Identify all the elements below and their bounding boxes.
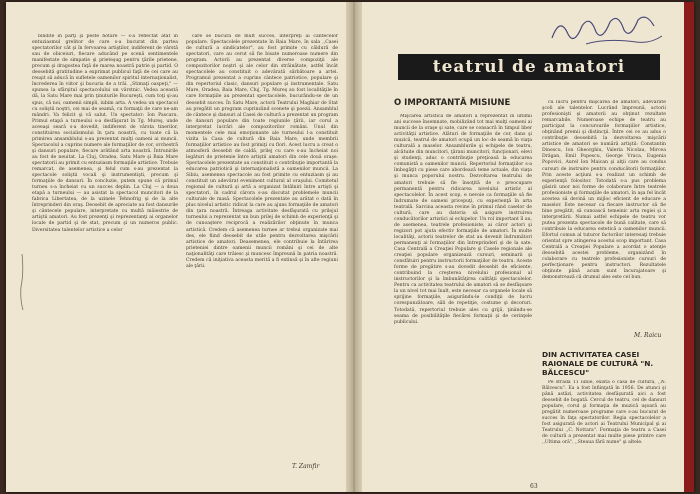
- spine-binding: [346, 2, 362, 492]
- left-col2-text: care se bucură de mult succes, interpreţi ai cântecelor populare. Spectacolele prezentate în Baia Mare, în sala ,,Casei de cultură a sindicatelor", au fost primite cu căldură de spectatori, care au cerut să fie bisate numeroase numere din program. Actorii au prezentat diverse compoziţii ale compozitorilor noştri şi ale celor din străinătate, astfel încât spectacolele au constituit o adevărată sărbătoare a artei. Programul prezentat a cuprins cântece patriotice, populare şi din repertoriul clasic, dansuri populare şi instrumentale. Satu Mare, Oradea, Baia Mare, Cluj, Tg. Mureş au fost localităţile în care formaţiile au prezentat spectacolele, bucurându-se de un deosebit succes. În Satu Mare, actorii Teatrului Maghiar de Stat au pregătit un program cuprinzând scenete şi poezii. Ansamblul de cântece şi dansuri al Casei de cultură a prezentat un program de dansuri populare din toate regiunile ţării, iar corul a interpretat lucrări ale compozitorilor români. Unul din momentele cele mai emoţionante ale turneului l-a constituit vizita la Casa de cultură din Baia Mare, unde membrii formaţiilor artistice au fost primiţi cu flori. Acest lucru a creat o atmosferă deosebit de caldă, prilej cu care s-au încheiat noi legături de prietenie între artiştii amatori din cele două oraşe. Spectacolele prezentate au constituit o contribuţie importantă la educarea patriotică şi internaţionalistă a oamenilor muncii. La Sibiu, asemenea spectacole au fost primite cu entuziasm şi au constituit un adevărat eveniment cultural al oraşului. Comitetul regional de cultură şi artă a organizat întâlniri între artişti şi spectatori, în cadrul cărora s-au discutat problemele muncii culturale de masă. Spectacolele prezentate au arătat o dată în plus nivelul artistic ridicat la care au ajuns formaţiile de amatori din ţara noastră. Întreaga activitate desfăşurată cu prilejul turneului a reprezentat un bun prilej de schimb de experienţă şi de cunoaştere reciprocă a realizărilor obţinute în munca artistică. Credem că asemenea turnee ar trebui organizate mai des, ele fiind deosebit de utile pentru dezvoltarea mişcării artistice de amatori. Deasemenea, ele contribuie la întărirea prieteniei dintre oamenii muncii români şi cei de alte naţionalităţi care trăiesc şi muncesc împreună în patria noastră. Credem că iniţiativa aceasta merită a fi extinsă şi în alte regiuni ale ţării.: [186, 34, 338, 269]
- right-signature: M. Raicu: [634, 332, 662, 339]
- right-page-column-1: [394, 114, 532, 479]
- right-page-column-2: [542, 100, 666, 328]
- red-cover-edge: [684, 2, 694, 492]
- left-col1-text: bindite în parţi şi peste hotare — s-a reflectat atât în entuziasmul grelitor de care s-a bucurat din partea spectatorilor cât şi în fervoarea artiştilor, indiferent de vârstă sau de obiceiuri, fiecare aducând pe scenă sentimentele manifestate de simpatie şi prieteşug pentru ţările prietene, precum şi dragostea faţă de marea noastră patrie şi partid. O deosebită gratitudine a exprimat publicul faţă de cei care au reuşit să aducă în sufletele oamenilor spiritul internaţionalist, încrederea în viitor şi bucuria de a trăi. „Stimaţi oaspeţi," — spunea la sfârşitul spectacolului un vârstnic. Vedea această dă, la Satu Mare mai prin ţinuturile Bucureşti, cum toţi şi-au spus, că noi, oamenii simpli, iubim arta. A vedea un spectacol cu soliştii noştri, cei mai de seamă, cu formaţii de care ne-am mândri. Va felicit şi vă salut. Un spectator: Ion Pascaru. Primul etapă a turneului s-a desfăşurat în Tg. Mureş, unde aceeaşi seară s-a dovedit, indiferent de vârsta tinerilor, constituirea socialismului în ţara noastră, cu toate că la primirea ansamblului s-au prezentat mulţi oameni ai muncii. Spectacolul a cuprins numere ale formaţiilor de cor, orchestră şi dansuri populare, fiecare arătând arta noastră. Întrunirile au fost de neuitat. La Cluj, Oradea, Satu Mare şi Baia Mare spectatorii au primit cu entuziasm formaţiile artistice. Trebuie remarcat, de asemenea, şi felul cum s-au prezentat la spectacole soliştii vocali şi instrumentişti, precum şi formaţiile de dansuri. În concluzie, putem spune că primul turneu s-a încheiat cu un succes deplin. La Cluj — a doua etapă a turneului — au asistat la spectacol muncitori de la fabrica Libertatea, de la uzinele Tehnofrig şi de la alte întreprinderi din oraş. Deosebit de apreciate au fost dansurile şi cântecele populare, interpretate cu multă măiestrie de artiştii amatori. Au fost prezenţi şi reprezentanţi ai organelor locale de partid şi de stat, precum şi un numeros public. Diversitatea talentelor artistice a celor: [32, 34, 178, 233]
- right-col2-text: cu lucru pentru mişcarea de amatori, adevărate şcoli ale talentelor. Lucrând împreună, actorii profesionişti şi amatorii au obţinut rezultate remarcabile. Numeroase echipe de teatru au participat la concursurile formaţiilor artistice, obţinând premii şi distincţii. Între cei ce au adus o contribuţie deosebită la dezvoltarea mişcării artistice de amatori se numără artiştii: Constantin Dinescu, Ion Gheorghiu, Valeria Nicolau, Mircea Drăgan, Emil Popescu, George Vraca, Eugenia Popovici, Aurel Ion Maican şi alţii care au condus cursuri de instruire pentru conducătorii formaţiilor. Prin aceste acţiuni s-a realizat un schimb de experienţă folositor. Totodată s-a pus problema găsirii unor noi forme de colaborare între teatrele profesioniste şi formaţiile de amatori, în aşa fel încât acestea să devină un mijloc eficient de educare a maselor. Este necesar ca fiecare instructor să fie bine pregătit, să cunoască temeinic arta regiei şi a interpretării. Numai astfel echipele de teatru vor putea prezenta spectacole de bună calitate, care să contribuie la educarea estetică a oamenilor muncii. Efortul comun al tuturor factorilor interesaţi trebuie orientat spre atingerea acestui scop important. Casa Centrală a Creaţiei Populare a acordat o atenţie deosebită acestei probleme, organizând în colaborare cu teatrele profesioniste cursuri de perfecţionare pentru instructori. Rezultatele obţinute până acum sunt încurajatoare şi demonstrează că drumul ales este cel bun.: [542, 100, 666, 281]
- section-banner: [398, 54, 660, 80]
- article2-text-block: [542, 380, 666, 484]
- left-signature: T. Zamfir: [292, 463, 320, 470]
- pencil-margin-mark: [18, 252, 26, 312]
- handwritten-note: [546, 8, 666, 52]
- magazine-spread: [6, 2, 694, 492]
- right-col1-text: Mişcarea artistică de amatori a reprezentat în ultimii ani succese însemnate, mobilizând tot mai mulţi oameni ai muncii de la oraşe şi sate, care se consacră în timpul liber activităţii artistice. Alături de formaţiile de cor, dans şi muzică, teatrul de amatori ocupă un loc de seamă în viaţa culturală a maselor. Ansamblurile şi echipele de teatru, alcătuite din muncitori, ţărani muncitori, funcţionari, elevi şi studenţi, aduc o contribuţie preţioasă la educarea comunistă a oamenilor muncii. Repertoriul formaţiilor s-a îmbogăţit cu piese care abordează teme actuale, din viaţa şi munca poporului nostru. Dezvoltarea teatrului de amatori trebuie să fie însoţită de o preocupare permanentă pentru ridicarea nivelului artistic al spectacolelor. În acest scop, e nevoie ca formaţiile să fie îndrumate de oameni pricepuţi, cu experienţă în arta teatrală. Sarcina aceasta revine în primul rând caselor de cultură, care au datoria să asigure instruirea conducătorilor artistici ai echipelor. Un rol important îl au, de asemenea, teatrele profesioniste, ai căror actori şi regizori pot ajuta efectiv formaţiile de amatori. În multe localităţi, actorii teatrelor de stat au devenit îndrumători permanenţi ai formaţiilor din întreprinderi şi de la sate. Casa Centrală a Creaţiei Populare şi Casele regionale ale creaţiei populare organizează cursuri, seminarii şi consfătuiri pentru instructorii formaţiilor de teatru. Aceste forme de pregătire s-au dovedit deosebit de eficiente, contribuind la creşterea nivelului profesional al instructorilor şi la îmbunătăţirea calităţii spectacolelor. Pentru ca activitatea teatrului de amatori să se desfăşoare la un nivel tot mai înalt, este necesar ca organele locale să sprijine formaţiile, asigurându-le condiţii de lucru corespunzătoare, săli de repetiţie, costume şi decoruri. Totodată, repertoriul trebuie ales cu grijă, ţinându-se seama de posibilităţile fiecărei formaţii şi de cerinţele publicului.: [394, 114, 532, 325]
- article2-title: DIN ACTIVITATEA CASEI RAIONALE DE CULTURĂ "N. BĂLCESCU": [542, 350, 654, 377]
- article1-title: O IMPORTANTĂ MISIUNE: [394, 98, 511, 108]
- left-page-column-1: [32, 34, 178, 490]
- article2-text: Pe strada 11 iunie, există o casă de cultură, ,,N. Bălcescu". Ea a fost înfiinţată în 1956. De atunci şi până astăzi, activitatea desfăşurată aici a fost deosebit de bogată. Cercul de teatru, cel de dansuri populare, corul şi formaţia de muzică uşoară au pregătit numeroase programe care s-au bucurat de succes în faţa spectatorilor. Regia spectacolelor a fost asigurată de actori ai Teatrului Municipal şi ai Teatrului ,,C. Nottara". Formaţia de teatru a Casei de cultură a prezentat mai multe piese printre care ,,Ultima oră", ,,Steaua fără nume" şi altele.: [542, 380, 666, 446]
- banner-title: teatrul de amatori: [432, 57, 626, 77]
- page-number: 63: [530, 483, 538, 490]
- left-page-column-2: [186, 34, 338, 459]
